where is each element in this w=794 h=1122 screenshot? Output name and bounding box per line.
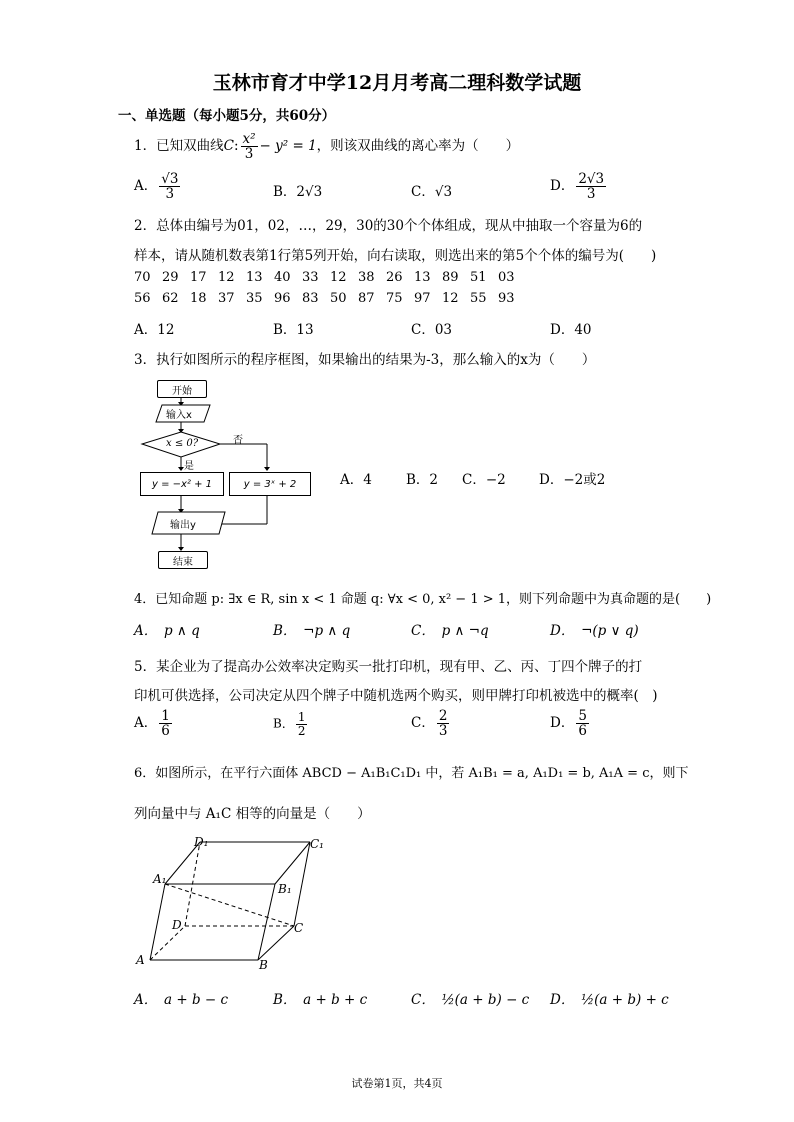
random-number-cell: 18 bbox=[190, 291, 207, 306]
random-number-cell: 26 bbox=[386, 270, 403, 285]
q5-option-a[interactable]: A． $\frac{1}{6}$ bbox=[134, 708, 170, 740]
q1-option-d[interactable]: D． $\frac{2√3}{3}$ bbox=[550, 171, 605, 203]
q2-option-c[interactable]: C．03 bbox=[411, 322, 453, 338]
random-number-cell: 17 bbox=[190, 270, 207, 285]
question-6-stem-line1: 6．如图所示，在平行六面体 ABCD − A₁B₁C₁D₁ 中，若 A₁B₁ = a, A₁D₁ = b, A₁A = c，则下 bbox=[134, 766, 689, 781]
label-b: B bbox=[259, 958, 268, 972]
label-d: D bbox=[172, 918, 182, 932]
q3-option-b[interactable]: B．2 bbox=[406, 472, 439, 488]
random-number-cell: 38 bbox=[358, 270, 375, 285]
label-c1: C₁ bbox=[310, 837, 324, 851]
random-number-cell: 55 bbox=[470, 291, 487, 306]
random-number-cell: 29 bbox=[162, 270, 179, 285]
q4-option-d[interactable]: D． ¬(p ∨ q) bbox=[550, 623, 639, 639]
q2-option-b[interactable]: B．13 bbox=[273, 322, 314, 338]
q4-option-a[interactable]: A． p ∧ q bbox=[134, 623, 200, 639]
q6-option-d[interactable]: D． ½(a + b) + c bbox=[550, 992, 669, 1008]
flow-yes-label: 是 bbox=[184, 461, 194, 472]
label-b1: B₁ bbox=[278, 882, 292, 896]
random-number-cell: 37 bbox=[218, 291, 235, 306]
random-number-cell: 51 bbox=[470, 270, 487, 285]
question-4-stem: 4．已知命题 p: ∃x ∈ R, sin x < 1 命题 q: ∀x < 0, x² − 1 > 1，则下列命题中为真命题的是( ) bbox=[134, 592, 712, 607]
question-2-stem-line2: 样本，请从随机数表第1行第5列开始，向右读取，则选出来的第5个个体的编号为( ) bbox=[134, 248, 657, 264]
section-heading: 一、单选题（每小题5分，共60分） bbox=[118, 108, 336, 124]
flow-condition: x ≤ 0? bbox=[166, 438, 199, 449]
flow-end: 结束 bbox=[158, 551, 208, 569]
q4-option-c[interactable]: C． p ∧ ¬q bbox=[411, 623, 489, 639]
random-number-cell: 35 bbox=[246, 291, 263, 306]
random-number-cell: 97 bbox=[414, 291, 431, 306]
q6-option-a[interactable]: A． a + b − c bbox=[134, 992, 229, 1008]
random-table-row-2 bbox=[134, 291, 526, 306]
random-number-cell: 96 bbox=[274, 291, 291, 306]
question-5-stem-line2: 印机可供选择，公司决定从四个牌子中随机选两个购买，则甲牌打印机被选中的概率( ) bbox=[134, 688, 658, 704]
q4-option-b[interactable]: B． ¬p ∧ q bbox=[273, 623, 351, 639]
flow-right-box: y = 3ˣ + 2 bbox=[229, 472, 311, 496]
q3-option-a[interactable]: A．4 bbox=[340, 472, 372, 488]
question-5-stem-line1: 5．某企业为了提高办公效率决定购买一批打印机，现有甲、乙、丙、丁四个牌子的打 bbox=[134, 659, 643, 675]
random-number-cell: 75 bbox=[386, 291, 403, 306]
random-number-cell: 87 bbox=[358, 291, 375, 306]
random-number-cell: 12 bbox=[218, 270, 235, 285]
q2-option-a[interactable]: A．12 bbox=[134, 322, 175, 338]
flow-output: 输出y bbox=[170, 520, 196, 531]
q1-option-c[interactable]: C．√3 bbox=[411, 184, 453, 200]
q1-option-b[interactable]: B．2√3 bbox=[273, 184, 323, 200]
q1-option-a[interactable]: A． $\frac{√3}{3}$ bbox=[134, 171, 179, 203]
random-number-cell: 56 bbox=[134, 291, 151, 306]
random-number-cell: 13 bbox=[246, 270, 263, 285]
q6-option-c[interactable]: C． ½(a + b) − c bbox=[411, 992, 530, 1008]
page-footer: 试卷第1页，共4页 bbox=[351, 1077, 443, 1090]
random-number-cell: 12 bbox=[330, 270, 347, 285]
random-table-row-1 bbox=[134, 270, 526, 285]
flow-start: 开始 bbox=[157, 380, 207, 398]
q5-option-c[interactable]: C． $\frac{2}{3}$ bbox=[411, 708, 448, 740]
label-c: C bbox=[294, 921, 304, 935]
q2-option-d[interactable]: D．40 bbox=[550, 322, 592, 338]
random-number-cell: 33 bbox=[302, 270, 319, 285]
q3-option-d[interactable]: D．−2或2 bbox=[539, 472, 606, 488]
random-number-cell: 40 bbox=[274, 270, 291, 285]
random-number-cell: 89 bbox=[442, 270, 459, 285]
parallelepiped-lines bbox=[130, 832, 340, 972]
q5-option-d[interactable]: D． $\frac{5}{6}$ bbox=[550, 708, 587, 740]
random-number-cell: 12 bbox=[442, 291, 459, 306]
random-number-cell: 03 bbox=[498, 270, 515, 285]
random-number-cell: 13 bbox=[414, 270, 431, 285]
q3-option-c[interactable]: C．−2 bbox=[462, 472, 506, 488]
page-title: 玉林市育才中学12月月考高二理科数学试题 bbox=[212, 72, 582, 94]
q6-option-b[interactable]: B． a + b + c bbox=[273, 992, 368, 1008]
label-a: A bbox=[136, 953, 145, 967]
random-number-cell: 62 bbox=[162, 291, 179, 306]
label-d1: D₁ bbox=[194, 835, 209, 849]
flow-input: 输入x bbox=[166, 410, 192, 421]
random-number-cell: 50 bbox=[330, 291, 347, 306]
question-6-stem-line2: 列向量中与 A₁C 相等的向量是（ ） bbox=[134, 806, 371, 822]
label-a1: A₁ bbox=[153, 872, 167, 886]
random-number-cell: 93 bbox=[498, 291, 515, 306]
question-1-stem: 1．已知双曲线C: $\frac{\text{x²}}{3}$ − y² = 1，则该双曲线的离心率为（ ） bbox=[134, 131, 520, 163]
question-3-stem: 3．执行如图所示的程序框图，如果输出的结果为-3，那么输入的x为（ ） bbox=[134, 352, 596, 368]
q5-option-b[interactable]: B． $\frac{1}{2}$ bbox=[273, 710, 306, 738]
flow-no-label: 否 bbox=[233, 435, 243, 446]
random-number-cell: 70 bbox=[134, 270, 151, 285]
question-2-stem-line1: 2．总体由编号为01，02，…，29，30的30个个体组成，现从中抽取一个容量为6的 bbox=[134, 218, 643, 234]
random-number-cell: 83 bbox=[302, 291, 319, 306]
flow-left-box: y = −x² + 1 bbox=[140, 472, 224, 496]
